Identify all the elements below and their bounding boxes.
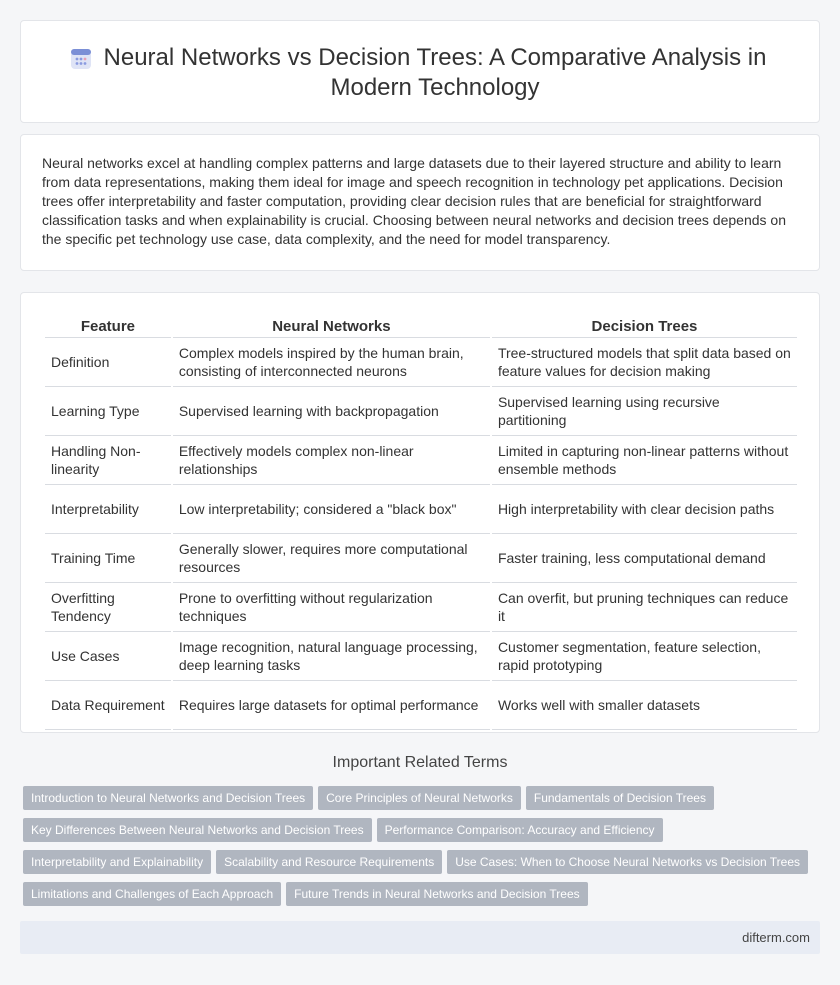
related-term-tag[interactable]: Performance Comparison: Accuracy and Efficiency bbox=[377, 818, 663, 842]
decision-trees-cell: High interpretability with clear decision paths bbox=[492, 485, 797, 534]
comparison-table bbox=[43, 315, 799, 730]
header-card bbox=[20, 20, 820, 123]
table-row bbox=[45, 681, 797, 730]
neural-networks-cell: Supervised learning with backpropagation bbox=[173, 387, 490, 436]
column-header-feature: Feature bbox=[45, 315, 171, 338]
related-term-tag[interactable]: Fundamentals of Decision Trees bbox=[526, 786, 714, 810]
related-term-tag[interactable]: Interpretability and Explainability bbox=[23, 850, 211, 874]
footer-site-link[interactable]: difterm.com bbox=[742, 930, 810, 945]
intro-paragraph: Neural networks excel at handling complex patterns and large datasets due to their layered structure and ability to learn from data representations, making them ideal for image and speech recognition in technology pet applications. Decision trees offer interpretability and faster computation, providing clear decision rules that are beneficial for straightforward classification tasks and when explainability is crucial. Choosing between neural networks and decision trees depends on the specific pet technology use case, data complexity, and the need for model transparency. bbox=[42, 155, 786, 247]
related-term-tag[interactable]: Future Trends in Neural Networks and Decision Trees bbox=[286, 882, 587, 906]
feature-cell: Handling Non-linearity bbox=[45, 436, 171, 485]
table-row bbox=[45, 387, 797, 436]
decision-trees-cell: Tree-structured models that split data based on feature values for decision making bbox=[492, 338, 797, 387]
related-term-tag[interactable]: Limitations and Challenges of Each Approach bbox=[23, 882, 281, 906]
decision-trees-cell: Customer segmentation, feature selection, rapid prototyping bbox=[492, 632, 797, 681]
table-header-row bbox=[45, 315, 797, 338]
feature-cell: Learning Type bbox=[45, 387, 171, 436]
feature-cell: Definition bbox=[45, 338, 171, 387]
decision-trees-cell: Works well with smaller datasets bbox=[492, 681, 797, 730]
page-title: Neural Networks vs Decision Trees: A Comparative Analysis in Modern Technology bbox=[103, 44, 767, 101]
decision-trees-cell: Can overfit, but pruning techniques can reduce it bbox=[492, 583, 797, 632]
comparison-table-card bbox=[20, 292, 820, 733]
neural-networks-cell: Generally slower, requires more computational resources bbox=[173, 534, 490, 583]
related-term-tag[interactable]: Scalability and Resource Requirements bbox=[216, 850, 442, 874]
table-row bbox=[45, 436, 797, 485]
table-row bbox=[45, 583, 797, 632]
related-term-tag[interactable]: Key Differences Between Neural Networks and Decision Trees bbox=[23, 818, 372, 842]
decision-trees-cell: Faster training, less computational demand bbox=[492, 534, 797, 583]
column-header-neural-networks: Neural Networks bbox=[173, 315, 490, 338]
related-terms-heading: Important Related Terms bbox=[332, 754, 508, 771]
table-row bbox=[45, 485, 797, 534]
neural-networks-cell: Effectively models complex non-linear relationships bbox=[173, 436, 490, 485]
table-row bbox=[45, 632, 797, 681]
related-term-tag[interactable]: Introduction to Neural Networks and Decision Trees bbox=[23, 786, 313, 810]
feature-cell: Interpretability bbox=[45, 485, 171, 534]
footer-bar bbox=[20, 921, 820, 954]
decision-trees-cell: Limited in capturing non-linear patterns without ensemble methods bbox=[492, 436, 797, 485]
neural-networks-cell: Image recognition, natural language processing, deep learning tasks bbox=[173, 632, 490, 681]
related-term-tag[interactable]: Use Cases: When to Choose Neural Networks vs Decision Trees bbox=[447, 850, 808, 874]
table-row bbox=[45, 534, 797, 583]
neural-networks-cell: Requires large datasets for optimal performance bbox=[173, 681, 490, 730]
related-term-tag[interactable]: Core Principles of Neural Networks bbox=[318, 786, 521, 810]
feature-cell: Training Time bbox=[45, 534, 171, 583]
intro-card bbox=[20, 134, 820, 271]
table-row bbox=[45, 338, 797, 387]
feature-cell: Data Requirement bbox=[45, 681, 171, 730]
decision-trees-cell: Supervised learning using recursive partitioning bbox=[492, 387, 797, 436]
neural-networks-cell: Low interpretability; considered a "black box" bbox=[173, 485, 490, 534]
feature-cell: Overfitting Tendency bbox=[45, 583, 171, 632]
neural-networks-cell: Complex models inspired by the human brain, consisting of interconnected neurons bbox=[173, 338, 490, 387]
column-header-decision-trees: Decision Trees bbox=[492, 315, 797, 338]
related-terms-list bbox=[23, 786, 823, 914]
neural-networks-cell: Prone to overfitting without regularization techniques bbox=[173, 583, 490, 632]
feature-cell: Use Cases bbox=[45, 632, 171, 681]
